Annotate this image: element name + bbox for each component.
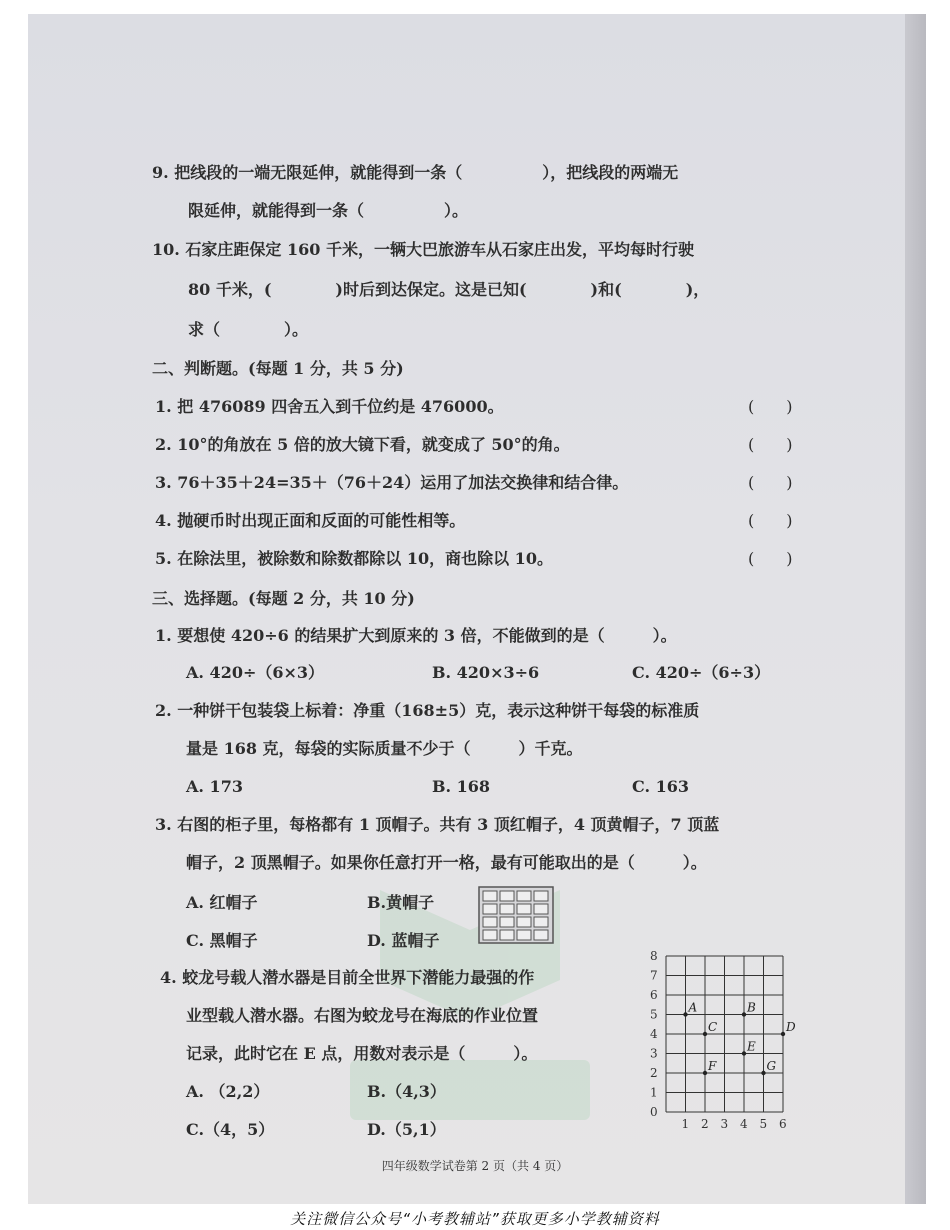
page-footer: 四年级数学试卷第 2 页（共 4 页） [381, 1159, 569, 1173]
choice-q4-option-d[interactable]: D.（5,1） [367, 1120, 446, 1139]
choice-q1-option-b[interactable]: B. 420×3÷6 [432, 663, 540, 682]
choice-q3-option-c[interactable]: C. 黑帽子 [186, 931, 258, 950]
choice-q2-stem-line2: 量是 168 克，每袋的实际质量不少于（ ）千克。 [186, 739, 583, 758]
y-tick-label: 4 [650, 1027, 658, 1041]
section3-heading: 三、选择题。(每题 2 分，共 10 分) [152, 589, 415, 608]
choice-q4-stem-line1: 4. 蛟龙号载人潜水器是目前全世界下潜能力最强的作 [160, 968, 535, 987]
answer-paren-3[interactable]: ( ) [748, 473, 793, 492]
judge-item-3: 3. 76＋35＋24=35＋（76＋24）运用了加法交换律和结合律。 [155, 473, 629, 492]
promo-banner: 关注微信公众号“小考教辅站”获取更多小学教辅资料 [290, 1210, 660, 1228]
choice-q3-option-b[interactable]: B.黄帽子 [367, 893, 435, 912]
grid-point [742, 1051, 746, 1055]
point-label: F [708, 1059, 717, 1073]
x-tick-label: 3 [720, 1117, 729, 1131]
choice-q4-stem-line3: 记录，此时它在 E 点，用数对表示是（ ）。 [186, 1044, 538, 1063]
judge-item-5: 5. 在除法里，被除数和除数都除以 10，商也除以 10。 [155, 549, 553, 568]
choice-q3-stem-line1: 3. 右图的柜子里，每格都有 1 顶帽子。共有 3 顶红帽子，4 顶黄帽子，7 顶蓝 [155, 815, 720, 834]
x-tick-label: 2 [701, 1117, 709, 1131]
y-tick-label: 5 [650, 1007, 658, 1022]
choice-q2-option-a[interactable]: A. 173 [186, 777, 243, 796]
x-tick-label: 0 [650, 1105, 658, 1119]
y-tick-label: 2 [650, 1066, 658, 1080]
fill-item-10-line3: 求（ ）。 [188, 320, 309, 339]
choice-q2-option-b[interactable]: B. 168 [432, 777, 491, 796]
answer-paren-2[interactable]: ( ) [748, 435, 793, 454]
judge-item-2: 2. 10°的角放在 5 倍的放大镜下看，就变成了 50°的角。 [155, 435, 570, 454]
choice-q3-option-d[interactable]: D. 蓝帽子 [367, 931, 440, 950]
answer-paren-4[interactable]: ( ) [748, 511, 793, 530]
point-label: B [747, 1000, 756, 1015]
choice-q2-option-c[interactable]: C. 163 [632, 777, 689, 796]
y-tick-label: 8 [650, 950, 658, 963]
point-label: C [708, 1020, 718, 1034]
x-tick-label: 6 [779, 1117, 787, 1131]
grid-point [781, 1032, 785, 1036]
fill-item-10-line2: 80 千米，( )时后到达保定。这是已知( )和( )， [188, 280, 710, 299]
point-label: G [766, 1059, 777, 1073]
fill-item-10-line1: 10. 石家庄距保定 160 千米，一辆大巴旅游车从石家庄出发，平均每时行驶 [152, 240, 694, 259]
choice-q4-option-b[interactable]: B.（4,3） [367, 1082, 446, 1101]
hat-cabinet-illustration [477, 885, 557, 947]
x-tick-label: 4 [740, 1117, 748, 1131]
fill-item-9-line1: 9. 把线段的一端无限延伸，就能得到一条（ ），把线段的两端无 [152, 163, 679, 182]
judge-item-4: 4. 抛硬币时出现正面和反面的可能性相等。 [155, 511, 466, 530]
choice-q4-stem-line2: 业型载人潜水器。右图为蛟龙号在海底的作业位置 [186, 1006, 539, 1025]
point-label: A [688, 1000, 698, 1015]
choice-q2-stem-line1: 2. 一种饼干包装袋上标着：净重（168±5）克，表示这种饼干每袋的标准质 [155, 701, 700, 720]
choice-q3-option-a[interactable]: A. 红帽子 [186, 893, 258, 912]
y-tick-label: 6 [650, 988, 658, 1002]
choice-q1-stem: 1. 要想使 420÷6 的结果扩大到原来的 3 倍，不能做到的是（ ）。 [155, 626, 677, 645]
x-tick-label: 5 [759, 1117, 768, 1131]
section2-heading: 二、判断题。(每题 1 分，共 5 分) [152, 359, 404, 378]
choice-q1-option-a[interactable]: A. 420÷（6×3） [186, 663, 325, 682]
y-tick-label: 7 [650, 968, 658, 983]
grid-point [703, 1071, 707, 1075]
grid-point [703, 1032, 707, 1036]
answer-paren-5[interactable]: ( ) [748, 549, 793, 568]
point-label: D [786, 1020, 796, 1034]
fill-item-9-line2: 限延伸，就能得到一条（ ）。 [188, 201, 469, 220]
grid-point [761, 1071, 765, 1075]
y-tick-label: 1 [650, 1085, 658, 1100]
grid-point [742, 1012, 746, 1016]
point-label: E [747, 1039, 756, 1054]
grid-point [683, 1012, 687, 1016]
choice-q1-option-c[interactable]: C. 420÷（6÷3） [632, 663, 771, 682]
x-tick-label: 1 [681, 1117, 690, 1131]
choice-q4-option-c[interactable]: C.（4，5） [186, 1120, 275, 1139]
y-tick-label: 3 [650, 1046, 658, 1061]
paper-edge [905, 14, 926, 1204]
choice-q3-stem-line2: 帽子，2 顶黑帽子。如果你任意打开一格，最有可能取出的是（ ）。 [186, 853, 707, 872]
judge-item-1: 1. 把 476089 四舍五入到千位约是 476000。 [155, 397, 504, 416]
coordinate-grid-figure [640, 950, 800, 1135]
choice-q4-option-a[interactable]: A. （2,2） [186, 1082, 270, 1101]
answer-paren-1[interactable]: ( ) [748, 397, 793, 416]
